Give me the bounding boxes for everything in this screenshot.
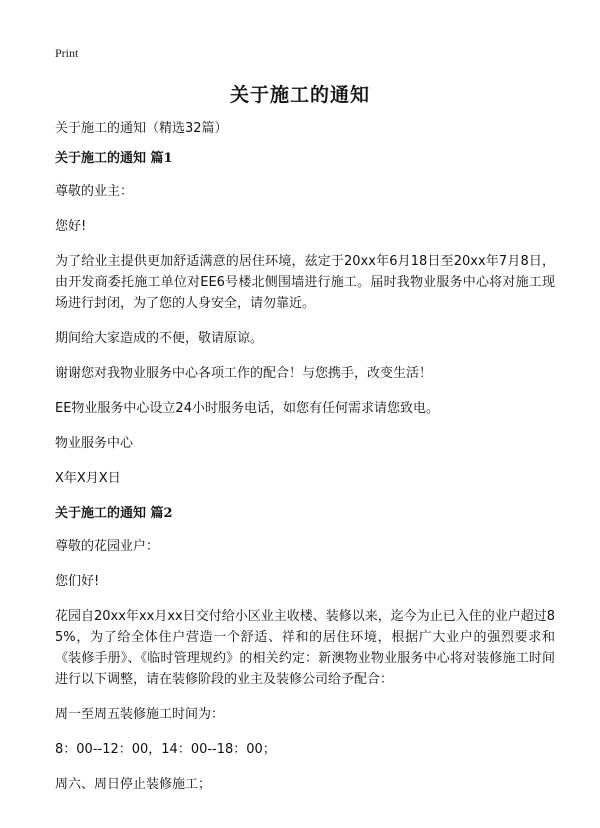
section-heading: 关于施工的通知 篇1	[55, 151, 173, 166]
thanks-paragraph: 谢谢您对我物业服务中心各项工作的配合！与您携手，改变生活！	[55, 366, 433, 381]
section-heading: 关于施工的通知 篇2	[55, 506, 173, 521]
page-title: 关于施工的通知	[229, 84, 370, 106]
document-subtitle: 关于施工的通知（精选32篇）	[55, 121, 228, 136]
notice-paragraph: 花园自20xx年xx月xx日交付给小区业主收楼、装修以来，迄今为止已入住的业户超过85%，为了给全体住户营造一个舒适、祥和的居住环境，根据广大业户的强烈要求和《装修手册》、《临时管理规约》的相关约定：新澳物业物业服务中心将对装修施工时间进行以下调整，请在装修阶段的业主及装修公司给予配合：	[55, 609, 555, 687]
notice-paragraph: 为了给业主提供更加舒适满意的居住环境，兹定于20xx年6月18日至20xx年7月8日，由开发商委托施工单位对EE6号楼北侧围墙进行施工。届时我物业服务中心将对施工现场进行封闭，为了您的人身安全，请勿靠近。	[55, 254, 555, 311]
schedule-hours: 8：00--12：00，14：00--18：00；	[55, 742, 276, 757]
salutation: 尊敬的花园业户：	[55, 539, 160, 554]
signature-date: X年X月X日	[55, 471, 121, 486]
greeting: 您们好!	[55, 574, 100, 589]
hotline-paragraph: EE物业服务中心设立24小时服务电话，如您有任何需求请您致电。	[55, 401, 439, 416]
print-label: Print	[55, 46, 79, 60]
schedule-heading: 周一至周五装修施工时间为：	[55, 707, 225, 722]
greeting: 您好!	[55, 219, 87, 234]
section-2	[55, 503, 555, 795]
salutation: 尊敬的业主：	[55, 184, 134, 199]
signature-name: 物业服务中心	[55, 436, 134, 451]
weekend-rule: 周六、周日停止装修施工；	[55, 777, 212, 792]
document-body	[55, 118, 555, 809]
apology-paragraph: 期间给大家造成的不便，敬请原谅。	[55, 331, 264, 346]
section-1	[55, 148, 555, 489]
